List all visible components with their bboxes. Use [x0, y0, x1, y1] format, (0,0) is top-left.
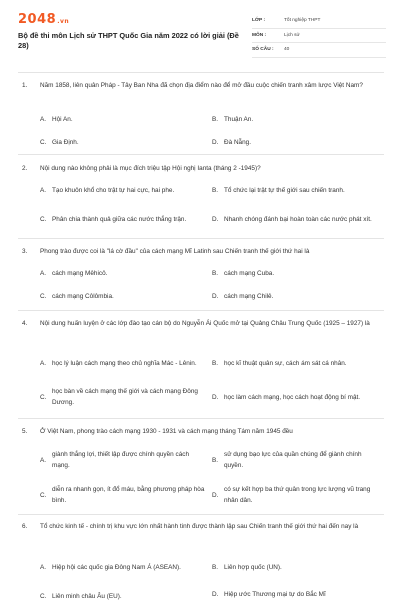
option-letter: B.	[212, 116, 219, 123]
option-c[interactable]	[40, 386, 206, 408]
meta-value: Lịch sử	[284, 32, 300, 38]
meta-row-class	[252, 14, 386, 29]
option-letter: A.	[40, 116, 47, 123]
option-c[interactable]	[40, 208, 206, 230]
option-text: Hiệp hội các quốc gia Đông Nam Á (ASEAN).	[52, 563, 181, 571]
option-text: Thuận An.	[224, 116, 254, 123]
question-stem	[22, 80, 384, 92]
logo-main: 2048	[18, 12, 57, 27]
option-letter: C.	[40, 139, 47, 146]
option-text: cách mạng Chilê.	[224, 293, 274, 300]
option-text: Liên hợp quốc (UN).	[224, 564, 282, 571]
meta-value: 40	[284, 47, 290, 53]
option-d[interactable]	[212, 484, 382, 506]
question-text: Năm 1858, liên quân Pháp - Tây Ban Nha đã chọn địa điểm nào để mở đầu cuộc chiến tranh xâm lược Việt Nam?	[40, 82, 363, 89]
option-text: Đà Nẵng.	[224, 139, 251, 146]
option-letter: C.	[40, 491, 47, 499]
option-letter: D.	[212, 591, 219, 598]
option-c[interactable]	[40, 291, 200, 302]
question-number: 3.	[22, 248, 28, 255]
divider	[18, 514, 384, 515]
option-b[interactable]	[212, 114, 384, 125]
meta-value: Tốt nghiệp THPT	[284, 18, 321, 24]
meta-label: SỐ CÂU :	[252, 47, 274, 53]
option-text: học kĩ thuật quân sự, cách ám sát cá nhân.	[224, 359, 347, 367]
option-letter: C.	[40, 293, 47, 300]
question-text: Ở Việt Nam, phong trào cách mạng 1930 - 1931 và cách mạng tháng Tám năm 1945 đều	[40, 428, 293, 435]
option-letter: A.	[40, 359, 47, 367]
option-text: học bàn về cách mạng thế giới và cách mạng Đông Dương.	[52, 388, 198, 406]
question-text: Tổ chức kinh tế - chính trị khu vực lớn nhất hành tinh được thành lập sau Chiến tranh thế giới thứ hai đến nay là	[40, 523, 359, 530]
option-letter: D.	[212, 215, 219, 223]
option-a[interactable]	[40, 556, 206, 578]
option-text: Tổ chức lại trật tự thế giới sau chiến tranh.	[224, 187, 345, 194]
meta-label: LỚP :	[252, 18, 266, 24]
option-a[interactable]	[40, 268, 200, 279]
question-number: 6.	[22, 523, 28, 530]
option-text: cách mạng Côlômbia.	[52, 293, 114, 300]
divider	[18, 418, 384, 419]
question-number: 2.	[22, 165, 28, 172]
option-text: học làm cách mạng, học cách hoạt động bí mật.	[224, 393, 361, 401]
document-header	[0, 0, 400, 62]
option-letter: C.	[40, 215, 47, 223]
option-b[interactable]	[212, 352, 392, 374]
option-c[interactable]	[40, 137, 200, 148]
divider	[18, 72, 384, 73]
option-text: Phân chia thành quả giữa các nước thắng trận.	[52, 215, 187, 223]
option-letter: A.	[40, 187, 47, 194]
option-d[interactable]	[212, 386, 380, 408]
document-title: Bộ đề thi môn Lịch sử THPT Quốc Gia năm 2022 có lời giải (Đề 28)	[18, 31, 239, 50]
option-letter: C.	[40, 593, 47, 600]
question-stem	[22, 426, 384, 438]
option-text: cách mạng Cuba.	[224, 270, 275, 277]
option-letter: C.	[40, 393, 47, 401]
divider	[18, 238, 384, 239]
option-letter: B.	[212, 456, 219, 464]
option-a[interactable]	[40, 185, 208, 196]
option-text: giành thắng lợi, thiết lập được chính quyền cách mạng.	[52, 451, 190, 469]
question-number: 4.	[22, 320, 28, 327]
option-text: sử dụng bạo lực của quần chúng để giành chính quyền.	[224, 451, 362, 469]
option-d[interactable]	[212, 291, 384, 302]
option-letter: D.	[212, 139, 219, 146]
question-text: Nội dung nào không phải là mục đích triệu tập Hội nghị Ianta (tháng 2 -1945)?	[40, 165, 261, 172]
option-letter: B.	[212, 270, 219, 277]
option-text: Liên minh châu Âu (EU).	[52, 593, 122, 600]
option-letter: A.	[40, 563, 47, 571]
option-d[interactable]	[212, 589, 382, 600]
option-letter: B.	[212, 564, 219, 571]
option-text: Gia Định.	[52, 139, 79, 146]
meta-row-count	[252, 43, 386, 58]
option-b[interactable]	[212, 562, 382, 573]
question-stem	[22, 521, 384, 533]
logo-suffix: .vn	[57, 18, 70, 25]
option-letter: A.	[40, 456, 47, 464]
option-c[interactable]	[40, 591, 206, 600]
question-stem	[22, 163, 384, 175]
option-text: Hội An.	[52, 116, 73, 123]
option-text: cách mạng Mêhicô.	[52, 270, 108, 277]
question-stem	[22, 318, 384, 330]
question-number: 1.	[22, 82, 28, 89]
divider	[18, 310, 384, 311]
option-b[interactable]	[212, 449, 382, 471]
option-text: diễn ra nhanh gọn, ít đổ máu, bằng phương pháp hòa bình.	[52, 486, 205, 504]
question-number: 5.	[22, 428, 28, 435]
option-letter: B.	[212, 187, 219, 194]
option-b[interactable]	[212, 185, 392, 196]
meta-label: MÔN :	[252, 32, 267, 38]
question-stem	[22, 246, 384, 258]
option-letter: D.	[212, 491, 219, 499]
option-d[interactable]	[212, 137, 384, 148]
option-c[interactable]	[40, 484, 206, 506]
meta-row-subject	[252, 29, 386, 44]
option-d[interactable]	[212, 208, 382, 230]
option-letter: A.	[40, 270, 47, 277]
option-text: học lý luận cách mạng theo chủ nghĩa Mác - Lênin.	[52, 359, 197, 367]
question-text: Phong trào được coi là "lá cờ đầu" của cách mạng Mĩ Latinh sau Chiến tranh thế giới thứ hai là	[40, 248, 310, 255]
option-text: Nhanh chóng đánh bại hoàn toàn các nước phát xít.	[224, 215, 372, 223]
meta-info	[252, 14, 386, 58]
option-text: có sự kết hợp ba thứ quân trong lực lượng vũ trang nhân dân.	[224, 486, 371, 504]
option-letter: D.	[212, 393, 219, 401]
option-text: Hiệp ước Thương mại tự do Bắc Mĩ	[224, 591, 326, 598]
option-letter: D.	[212, 293, 219, 300]
option-a[interactable]	[40, 449, 206, 471]
option-letter: B.	[212, 359, 219, 367]
option-a[interactable]	[40, 352, 206, 374]
option-text: Tạo khuôn khổ cho trật tự hai cực, hai phe.	[52, 187, 175, 194]
option-b[interactable]	[212, 268, 384, 279]
divider	[18, 154, 384, 155]
site-logo[interactable]	[18, 12, 69, 27]
option-a[interactable]	[40, 114, 200, 125]
question-text: Nội dung huấn luyện ở các lớp đào tạo cán bộ do Nguyễn Ái Quốc mở tại Quảng Châu Trung Quốc (1925 – 1927) là	[40, 320, 370, 327]
